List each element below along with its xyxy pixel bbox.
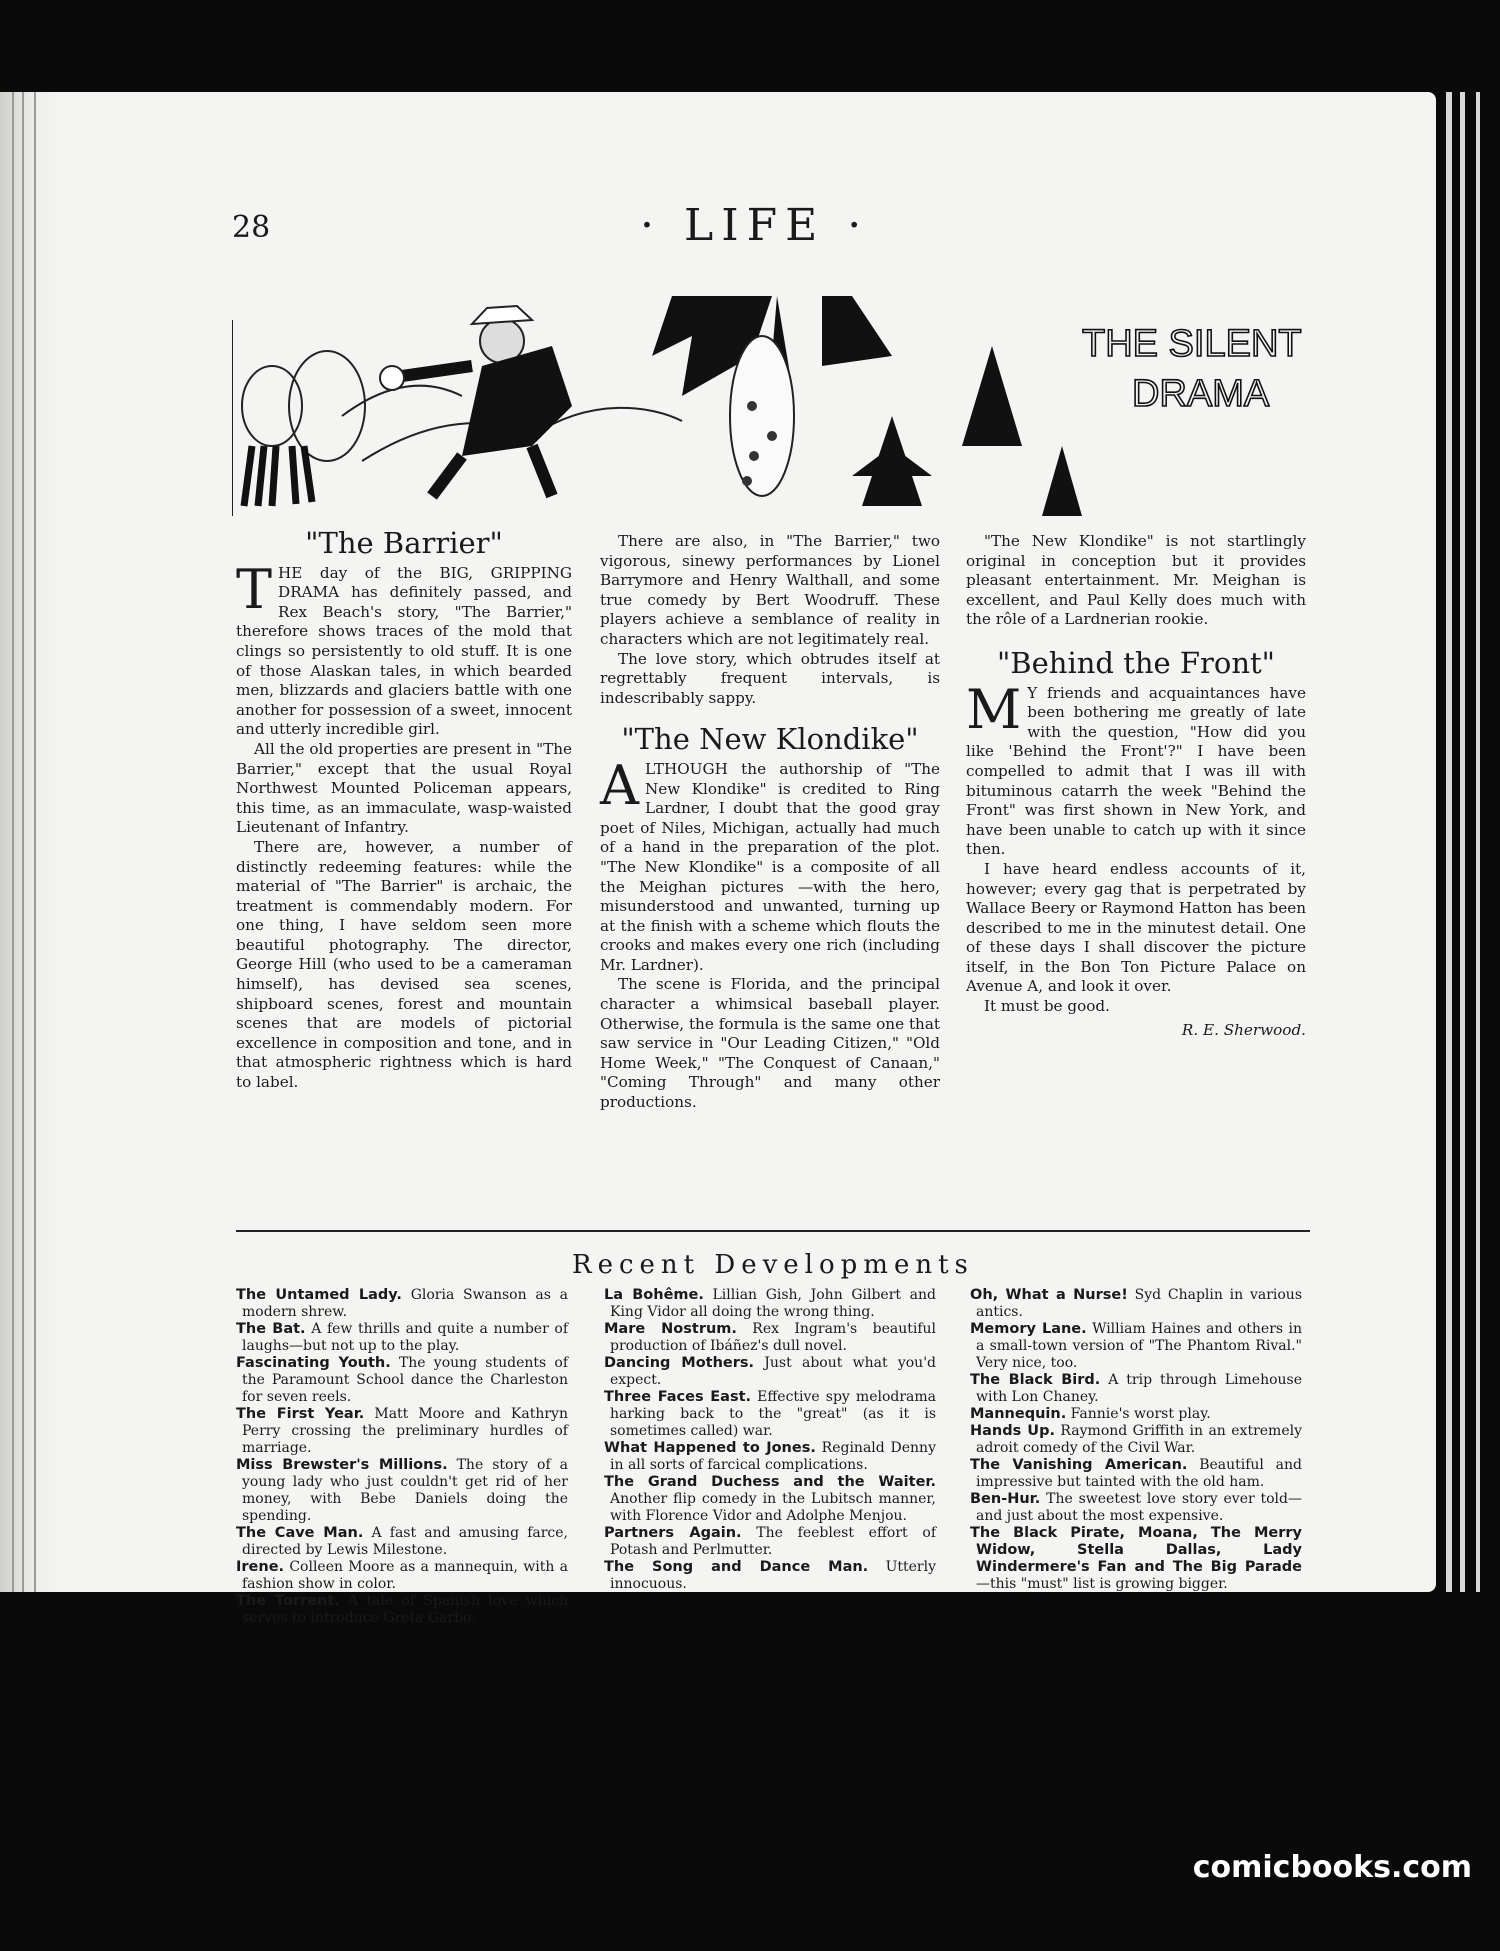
- film-title: Three Faces East.: [604, 1389, 752, 1405]
- recent-item: [604, 1321, 936, 1355]
- byline: R. E. Sherwood.: [1181, 1020, 1306, 1039]
- film-title: Fascinating Youth.: [236, 1355, 391, 1371]
- recent-item: [236, 1559, 568, 1593]
- recent-item: [236, 1525, 568, 1559]
- page-number: 28: [232, 210, 271, 245]
- film-title: Oh, What a Nurse!: [970, 1287, 1128, 1303]
- film-title: What Happened to Jones.: [604, 1440, 816, 1456]
- film-note: The young students of the Paramount School dance the Charleston for seven reels.: [242, 1355, 569, 1405]
- film-note: Beautiful and impressive but tainted with the old ham.: [976, 1457, 1302, 1490]
- film-title: Dancing Mothers.: [604, 1355, 755, 1371]
- film-note: William Haines and others in a small-town version of "The Phantom Rival." Very nice, too.: [976, 1321, 1302, 1371]
- film-note: Reginald Denny in all sorts of farcical complications.: [610, 1440, 936, 1473]
- illustration-title-line2: DRAMA: [1132, 373, 1270, 415]
- column-1: [236, 528, 572, 1093]
- recent-column-3: [970, 1287, 1302, 1593]
- review-paragraph: The love story, which obtrudes itself at regrettably frequent intervals, is indescribably sappy.: [600, 649, 940, 707]
- film-title: The Black Bird.: [970, 1372, 1101, 1388]
- recent-item: [236, 1457, 568, 1525]
- recent-column-1: [236, 1287, 568, 1627]
- watermark: comicbooks.com: [1192, 1850, 1472, 1885]
- recent-item: [970, 1457, 1302, 1491]
- recent-item: [604, 1287, 936, 1321]
- film-note: Another flip comedy in the Lubitsch manner, with Florence Vidor and Adolphe Menjou.: [610, 1491, 936, 1524]
- film-note: Fannie's worst play.: [1070, 1406, 1211, 1422]
- masthead: · LIFE ·: [640, 200, 870, 251]
- recent-item: [236, 1287, 568, 1321]
- recent-item: [604, 1440, 936, 1474]
- review-paragraph: "The New Klondike" is not startlingly original in conception but it provides pleasant entertainment. Mr. Meighan is excellent, and Paul Kelly does much with the rôle of a Lardnerian rookie.: [966, 532, 1306, 629]
- film-title: Partners Again.: [604, 1525, 742, 1541]
- film-note: A few thrills and quite a number of laughs—but not up to the play.: [242, 1321, 569, 1354]
- film-note: The story of a young lady who just couldn't get rid of her money, with Bebe Daniels doing the spending.: [242, 1457, 568, 1524]
- film-note: Syd Chaplin in various antics.: [976, 1287, 1303, 1320]
- film-title: The First Year.: [236, 1406, 365, 1422]
- film-title: The Black Pirate, Moana, The Merry Widow, Stella Dallas, Lady Windermere's Fan and The Big Parade: [970, 1525, 1302, 1575]
- review-paragraph: ALTHOUGH the authorship of "The New Klondike" is credited to Ring Lardner, I doubt that the good gray poet of Niles, Michigan, actually had much of a hand in the preparation of the plot. "The New Klondike" is a composite of all the Meighan pictures —with the hero, misunderstood and unwanted, turning up at the finish with a scheme which flouts the crooks and makes every one rich (including Mr. Lardner).: [600, 753, 940, 974]
- recent-item: [604, 1389, 936, 1440]
- film-title: The Song and Dance Man.: [604, 1559, 869, 1575]
- review-paragraph: The scene is Florida, and the principal character a whimsical baseball player. Otherwise, the formula is the same one that saw service in "Our Leading Citizen," "Old Home Week," "The Conquest of Canaan," "Coming Through" and many other productions.: [600, 975, 940, 1112]
- section-title: Recent Developments: [572, 1250, 974, 1280]
- film-note: A trip through Limehouse with Lon Chaney.: [976, 1372, 1303, 1405]
- book-spine: [0, 92, 60, 1592]
- column-2: [600, 532, 940, 1113]
- film-note: A tale of Spanish love which serves to introduce Greta Garbo.: [242, 1593, 568, 1626]
- film-title: Miss Brewster's Millions.: [236, 1457, 448, 1473]
- page-edge: [1436, 92, 1500, 1592]
- review-paragraph: There are also, in "The Barrier," two vigorous, sinewy performances by Lionel Barrymore and Henry Walthall, and some true comedy by Bert Woodruff. These players achieve a semblance of reality in characters which are not legitimately real.: [600, 532, 940, 648]
- film-title: The Grand Duchess and the Waiter.: [604, 1474, 936, 1490]
- recent-item: [970, 1321, 1302, 1372]
- recent-item: [970, 1525, 1302, 1593]
- recent-item: [604, 1474, 936, 1525]
- film-note: Effective spy melodrama harking back to the "great" (as it is sometimes called) war.: [610, 1389, 937, 1439]
- recent-item: [604, 1525, 936, 1559]
- film-note: Rex Ingram's beautiful production of Ibáñez's dull novel.: [610, 1321, 937, 1354]
- film-title: Ben-Hur.: [970, 1491, 1041, 1507]
- recent-item: [970, 1372, 1302, 1406]
- header-illustration: [232, 296, 1308, 516]
- film-title: Mare Nostrum.: [604, 1321, 737, 1337]
- review-paragraph: I have heard endless accounts of it, however; every gag that is perpetrated by Wallace Beery or Raymond Hatton has been described to me in the minutest detail. One of these days I shall discover the picture itself, in the Bon Ton Picture Palace on Avenue A, and look it over.: [966, 859, 1306, 996]
- film-title: The Torrent.: [236, 1593, 340, 1609]
- recent-item: [970, 1406, 1302, 1423]
- recent-item: [236, 1593, 568, 1627]
- recent-item: [604, 1559, 936, 1593]
- film-note: The feeblest effort of Potash and Perlmutter.: [610, 1525, 936, 1558]
- drop-cap: T: [236, 557, 273, 621]
- pine-tree-icon: [962, 346, 1022, 446]
- film-title: Irene.: [236, 1559, 285, 1575]
- film-note: Raymond Griffith in an extremely adroit comedy of the Civil War.: [976, 1423, 1303, 1456]
- column-3: [966, 532, 1306, 1040]
- pine-tree-icon: [1042, 446, 1082, 516]
- film-title: The Vanishing American.: [970, 1457, 1188, 1473]
- section-divider: [236, 1230, 1310, 1232]
- girl-figure: [730, 336, 794, 496]
- film-title: La Bohême.: [604, 1287, 704, 1303]
- film-note: Matt Moore and Kathryn Perry crossing the preliminary hurdles of marriage.: [242, 1406, 568, 1456]
- review-title: "The Barrier": [305, 526, 503, 560]
- film-note: Gloria Swanson as a modern shrew.: [242, 1287, 569, 1320]
- film-note: The sweetest love story ever told—and just about the most expensive.: [976, 1491, 1302, 1524]
- film-title: The Untamed Lady.: [236, 1287, 402, 1303]
- recent-item: [236, 1406, 568, 1457]
- review-title: "Behind the Front": [996, 645, 1276, 680]
- film-note: Colleen Moore as a mannequin, with a fashion show in color.: [242, 1559, 569, 1592]
- review-paragraph: M Y friends and acquaintances have been bothering me greatly of late with the question, "How did you like 'Behind the Front'?" I have been compelled to admit that I was ill with bituminous catarrh the week "Behind the Front" was first shown in New York, and have been unable to catch up with it since then.: [966, 677, 1306, 859]
- recent-item: [970, 1423, 1302, 1457]
- recent-item: [604, 1355, 936, 1389]
- film-note: Just about what you'd expect.: [610, 1355, 937, 1388]
- film-title: The Bat.: [236, 1321, 306, 1337]
- review-title: "The New Klondike": [621, 722, 919, 757]
- review-paragraph: There are, however, a number of distinctly redeeming features: while the material of "The Barrier" is archaic, the treatment is commendably modern. For one thing, I have seldom seen more beautiful photography. The director, George Hill (who used to be a cameraman himself), has devised sea scenes, shipboard scenes, forest and mountain scenes that are models of pictorial excellence in composition and tone, and in that atmospheric rightness which is hard to label.: [236, 837, 572, 1092]
- review-paragraph: All the old properties are present in "The Barrier," except that the usual Royal Northwest Mounted Policeman appears, this time, as an immaculate, wasp-waisted Lieutenant of Infantry.: [236, 739, 572, 837]
- recent-column-2: [604, 1287, 936, 1593]
- film-note: —this "must" list is growing bigger.: [976, 1576, 1228, 1592]
- film-title: Hands Up.: [970, 1423, 1055, 1439]
- recent-item: [970, 1287, 1302, 1321]
- drop-cap: A: [600, 753, 639, 817]
- drop-cap: M: [966, 677, 1022, 741]
- film-note: A fast and amusing farce, directed by Lewis Milestone.: [242, 1525, 568, 1558]
- film-note: Utterly innocuous.: [610, 1559, 937, 1592]
- recent-item: [970, 1491, 1302, 1525]
- film-title: Memory Lane.: [970, 1321, 1087, 1337]
- review-paragraph: It must be good.: [984, 997, 1110, 1016]
- recent-item: [236, 1355, 568, 1406]
- film-title: The Cave Man.: [236, 1525, 364, 1541]
- illustration-title-line1: THE SILENT: [1082, 323, 1302, 365]
- recent-item: [236, 1321, 568, 1355]
- pine-tree-icon: [852, 416, 932, 506]
- film-note: Lillian Gish, John Gilbert and King Vidor all doing the wrong thing.: [610, 1287, 936, 1320]
- film-title: Mannequin.: [970, 1406, 1067, 1422]
- review-paragraph: THE day of the BIG, GRIPPING DRAMA has definitely passed, and Rex Beach's story, "The Barrier," therefore shows traces of the mold that clings so persistently to old stuff. It is one of those Alaskan tales, in which bearded men, blizzards and glaciers battle with one another for possession of a sweet, innocent and utterly incredible girl.: [236, 557, 572, 739]
